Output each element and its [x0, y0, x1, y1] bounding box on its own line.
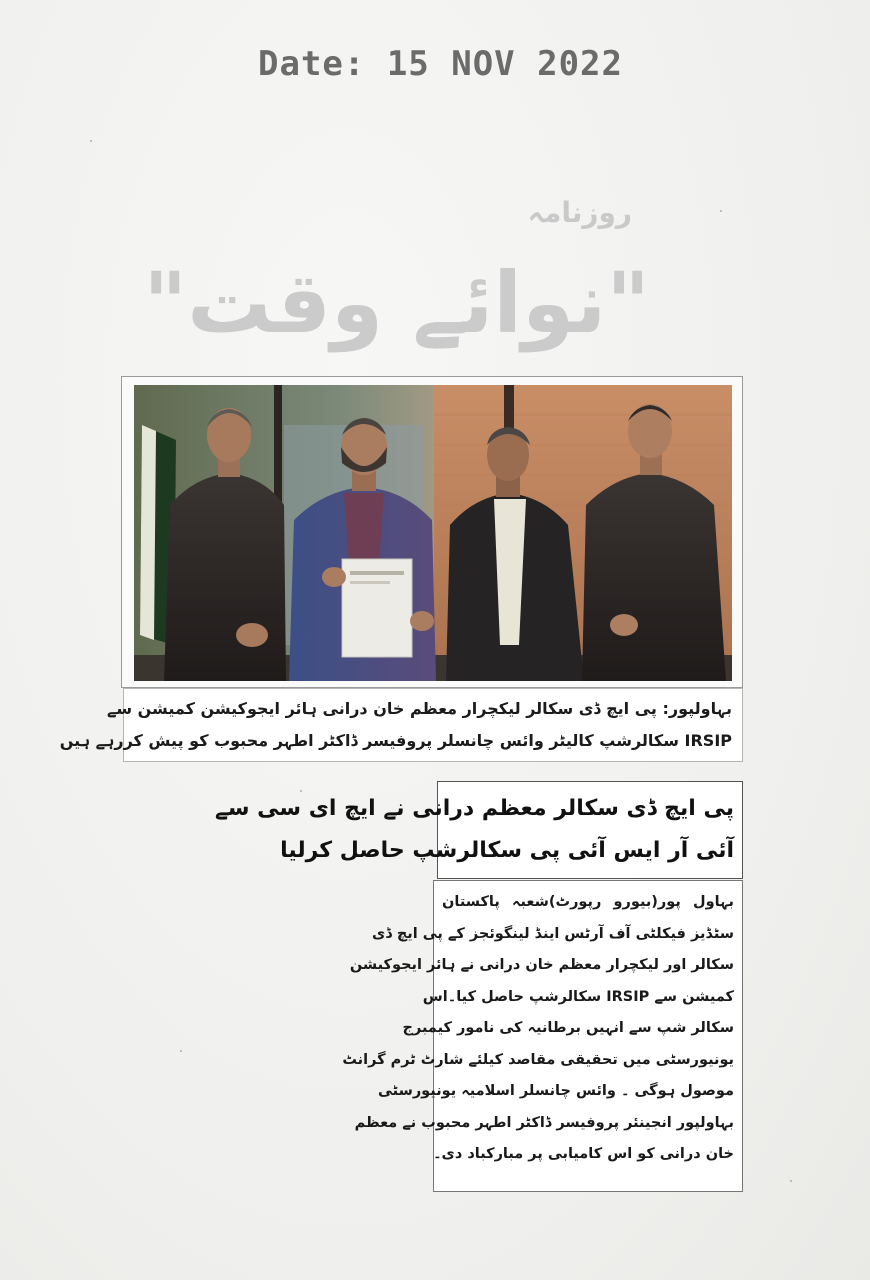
news-photo [134, 385, 732, 681]
masthead-subtitle: روزنامہ [527, 196, 632, 229]
story-line: کمیشن سے IRSIP سکالرشپ حاصل کیا۔اس [422, 988, 734, 1005]
caption-line: IRSIP سکالرشپ کالیٹر وائس چانسلر پروفیسر ڈاکٹر اطہر محبوب کو پیش کررہے ہیں [59, 731, 732, 750]
paper-speck [180, 1050, 182, 1052]
news-headline [214, 781, 743, 879]
story-line: بہاولپور انجینئر پروفیسر ڈاکٹر اطہر محبوب نے معظم [354, 1114, 734, 1131]
paper-speck [300, 790, 302, 792]
news-story [342, 880, 743, 1192]
newspaper-masthead: "نوائے وقت" [143, 254, 650, 352]
news-photo-frame [121, 376, 743, 688]
story-line: سکالر شپ سے انہیں برطانیہ کی نامور کیمبرج [402, 1020, 734, 1036]
story-line: یونیورسٹی میں تحقیقی مقاصد کیلئے شارٹ ٹرم گرانٹ [342, 1051, 734, 1068]
date-stamp: Date: 15 NOV 2022 [258, 44, 623, 84]
story-line: بہاول پور(بیورو رپورٹ)شعبہ پاکستان [442, 894, 734, 910]
headline-line: آئی آر ایس آئی پی سکالرشپ حاصل کرلیا [280, 838, 734, 863]
caption-line: بہاولپور: پی ایچ ڈی سکالر لیکچرار معظم خان درانی ہائر ایجوکیشن کمیشن سے [106, 699, 732, 718]
story-line: موصول ہوگی ۔ وائس چانسلر اسلامیہ یونیورسٹی [377, 1083, 734, 1099]
paper-speck [720, 210, 722, 212]
story-line: خان درانی کو اس کامیابی پر مبارکباد دی۔ [433, 1146, 734, 1162]
story-line: سٹڈیز فیکلٹی آف آرٹس اینڈ لینگوئجز کے پی ایچ ڈی [372, 925, 734, 942]
headline-line: پی ایچ ڈی سکالر معظم درانی نے ایچ ای سی سے [214, 796, 734, 821]
photo-caption [59, 688, 743, 762]
paper-speck [90, 140, 92, 142]
paper-speck [790, 1180, 792, 1182]
story-line: سکالر اور لیکچرار معظم خان درانی نے ہائر ایجوکیشن [349, 957, 734, 973]
